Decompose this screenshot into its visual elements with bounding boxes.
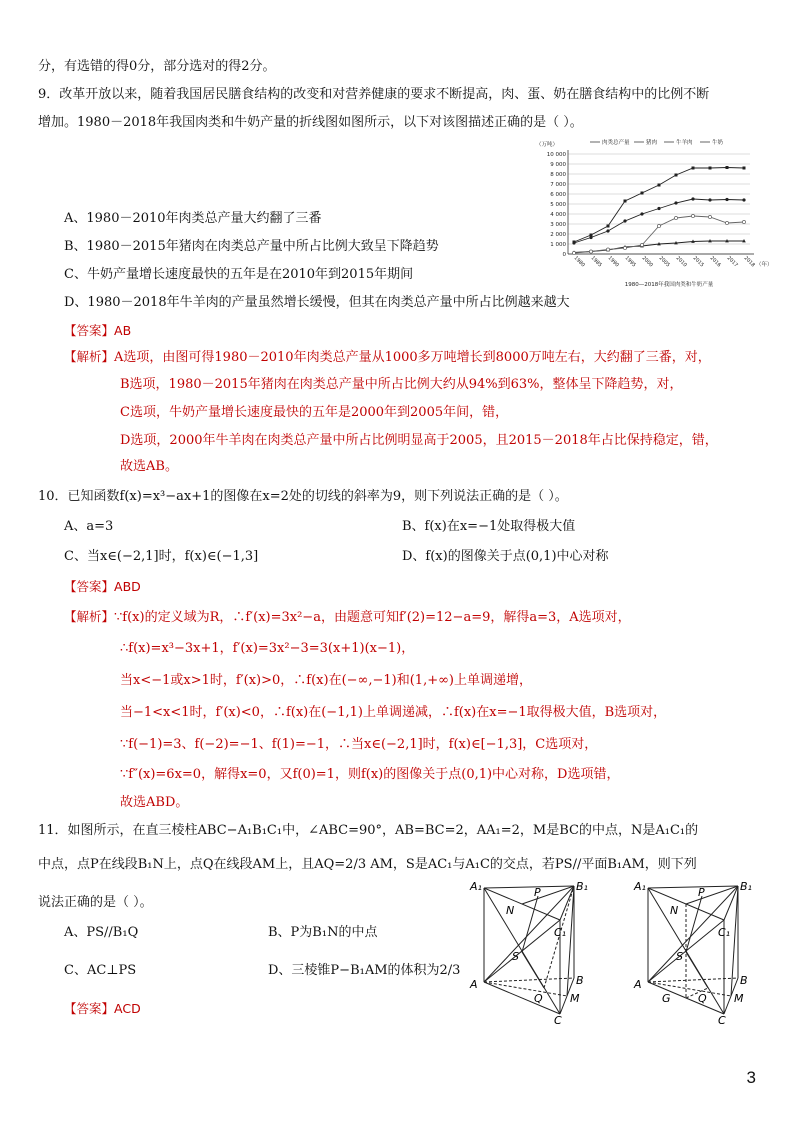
q9-analysis-3: C选项，牛奶产量增长速度最快的五年是2000年到2005年间，错， [120,405,509,420]
label-p: P [698,886,705,899]
q10-stem: 10．已知函数f(x)=x³−ax+1的图像在x=2处的切线的斜率为9，则下列说法正确的是（ ）。 [38,489,568,504]
label-a: A [470,978,478,991]
y-tick-label: 0 [562,252,566,258]
label-b1: B₁ [576,880,588,893]
label-m: M [734,992,744,1005]
answer-tag: 【答案】 [64,1001,115,1016]
data-point [657,207,660,210]
q9-stem-line1: 9．改革开放以来，随着我国居民膳食结构的改变和对营养健康的要求不断提高，肉、蛋、奶在膳食结构中的比例不断 [38,87,710,102]
data-point [708,198,711,201]
answer-value: ABD [114,579,141,594]
data-point [606,229,609,232]
label-c1: C₁ [718,926,731,939]
label-g: G [662,992,671,1005]
q9-option-a: A、1980－2010年肉类总产量大约翻了三番 [64,211,322,226]
data-point [640,212,643,215]
x-tick-label: 1990 [606,255,620,269]
y-unit-label: （万吨） [536,142,559,148]
data-point [641,192,644,195]
x-tick-label: 1995 [623,255,637,269]
data-point [589,250,592,253]
label-b1: B₁ [740,880,752,893]
q11-stem-line2: 中点，点P在线段B₁N上，点Q在线段AM上，且AQ=2/3 AM，S是AC₁与A₁C的交点，若PS//平面B₁AM，则下列 [38,857,697,872]
x-tick-label: 2015 [691,255,705,269]
q11-option-a: A、PS//B₁Q [64,925,139,940]
data-point [623,246,626,249]
x-tick-label: 2010 [674,255,688,269]
data-point [691,214,694,217]
data-point [742,198,745,201]
q11-stem-line1: 11．如图所示，在直三棱柱ABC−A₁B₁C₁中，∠ABC=90°，AB=BC=2，AA₁=2，M是BC的中点，N是A₁C₁的 [38,823,699,838]
prism-figure-2 [626,878,776,1024]
meat-milk-line-chart [532,136,782,290]
q9-analysis-5: 故选AB。 [120,459,178,474]
intro-line: 分，有选错的得0分，部分选对的得2分。 [38,59,276,74]
data-point [623,219,626,222]
y-tick-label: 6 000 [550,192,566,198]
legend-entry: 猪肉 [646,140,658,146]
q10-option-a: A、a=3 [64,519,114,534]
q11-option-d: D、三棱锥P−B₁AM的体积为2/3 [268,963,461,978]
q11-option-b: B、P为B₁N的中点 [268,925,378,940]
page-number: 3 [746,1068,756,1087]
q10-analysis-3: 当x<−1或x>1时，f′(x)>0，∴f(x)在(−∞,−1)和(1,+∞)上单调递增， [120,673,533,688]
analysis-tag: 【解析】 [64,609,115,624]
data-point [708,215,711,218]
y-tick-label: 9 000 [550,162,566,168]
prism-figure-1 [462,878,612,1024]
data-point [691,197,694,200]
y-tick-label: 7 000 [550,182,566,188]
answer-tag: 【答案】 [64,579,115,594]
label-n: N [670,904,679,917]
data-point [675,174,678,177]
answer-value: ACD [114,1001,141,1016]
data-point [572,241,575,244]
data-point [606,248,609,251]
answer-value: AB [114,323,132,338]
q9-option-d: D、1980－2018年牛羊肉的产量虽然增长缓慢，但其在肉类总产量中所占比例越来越大 [64,295,570,310]
label-c1: C₁ [554,926,567,939]
label-a: A [634,978,642,991]
label-b: B [740,974,748,987]
y-tick-label: 5 000 [550,202,566,208]
data-point [657,224,660,227]
analysis-text: A选项，由图可得1980－2010年肉类总产量从1000多万吨增长到8000万吨左右，大约翻了三番，对， [114,350,711,365]
q9-answer [64,322,131,341]
q9-analysis-4: D选项，2000年牛羊肉在肉类总产量中所占比例明显高于2005，且2015－2018年占比保持稳定，错， [120,433,718,448]
chart-caption: 1980—2018年我国肉类和牛奶产量 [624,282,714,288]
label-q: Q [534,992,543,1005]
label-p: P [534,886,541,899]
data-point [743,167,746,170]
data-point [674,201,677,204]
label-q: Q [698,992,707,1005]
q10-option-c: C、当x∈(−2,1]时，f(x)∈(−1,3] [64,549,259,564]
x-tick-label: 2017 [725,255,739,269]
data-point [709,167,712,170]
data-point [572,251,575,254]
data-point [624,200,627,203]
x-tick-label: 2005 [657,255,671,269]
y-tick-label: 8 000 [550,172,566,178]
q9-analysis-2: B选项，1980－2015年猪肉在肉类总产量中所占比例大约从94%到63%，整体呈下降趋势，对， [120,377,683,392]
data-point [692,167,695,170]
label-m: M [570,992,580,1005]
data-point [742,220,745,223]
x-tick-label: 1985 [589,255,603,269]
y-tick-label: 4 000 [550,212,566,218]
series-line-0 [574,168,744,243]
data-point [658,184,661,187]
q11-stem-line3: 说法正确的是（ ）。 [38,895,153,910]
legend-entry: 牛羊肉 [676,140,693,146]
y-tick-label: 10 000 [546,152,566,158]
label-a1: A₁ [634,880,646,893]
x-tick-label: 2016 [708,255,722,269]
q10-analysis-7: 故选ABD。 [120,795,189,810]
answer-tag: 【答案】 [64,323,115,338]
analysis-text: ∵f(x)的定义域为R，∴f′(x)=3x²−a，由题意可知f′(2)=12−a=9，解得a=3，A选项对， [114,610,631,625]
label-s: S [676,950,683,963]
x-tick-label: 2018 [742,255,756,269]
y-tick-label: 1 000 [550,242,566,248]
q10-option-b: B、f(x)在x=−1处取得极大值 [402,519,576,534]
y-tick-label: 2 000 [550,232,566,238]
q11-answer [64,1000,141,1019]
label-c: C [554,1014,562,1024]
x-tick-label: 1980 [572,255,586,269]
q10-option-d: D、f(x)的图像关于点(0,1)中心对称 [402,549,609,564]
series-line-1 [574,199,744,243]
analysis-tag: 【解析】 [64,349,115,364]
data-point [640,243,643,246]
legend-entry: 肉类总产量 [602,140,630,146]
q10-answer [64,578,141,597]
q10-analysis-2: ∴f(x)=x³−3x+1，f′(x)=3x²−3=3(x+1)(x−1)， [120,641,415,656]
data-point [607,225,610,228]
x-tick-label: 2000 [640,255,654,269]
q10-analysis-1 [64,608,631,627]
data-point [674,216,677,219]
q10-analysis-5: ∵f(−1)=3、f(−2)=−1、f(1)=−1，∴当x∈(−2,1]时，f(x)∈[−1,3]，C选项对， [120,737,598,752]
data-point [589,236,592,239]
q11-option-c: C、AC⊥PS [64,963,137,978]
label-a1: A₁ [470,880,482,893]
label-s: S [512,950,519,963]
label-n: N [506,904,515,917]
data-point [726,166,729,169]
q10-analysis-4: 当−1<x<1时，f′(x)<0，∴f(x)在(−1,1)上单调递减，∴f(x)在x=−1取得极大值，B选项对， [120,705,667,720]
q9-stem-line2: 增加。1980－2018年我国肉类和牛奶产量的折线图如图所示，以下对该图描述正确的是（ ）。 [38,115,583,130]
q9-analysis-1 [64,348,711,367]
data-point [725,221,728,224]
y-tick-label: 3 000 [550,222,566,228]
label-c: C [718,1014,726,1024]
data-point [725,198,728,201]
label-b: B [576,974,584,987]
q9-option-b: B、1980－2015年猪肉在肉类总产量中所占比例大致呈下降趋势 [64,239,439,254]
q10-analysis-6: ∵f″(x)=6x=0，解得x=0，又f(0)=1，则f(x)的图像关于点(0,1)中心对称，D选项错， [120,767,620,782]
x-unit-label: （年） [756,262,773,268]
q9-option-c: C、牛奶产量增长速度最快的五年是在2010年到2015年期间 [64,267,414,282]
legend-entry: 牛奶 [712,140,724,146]
